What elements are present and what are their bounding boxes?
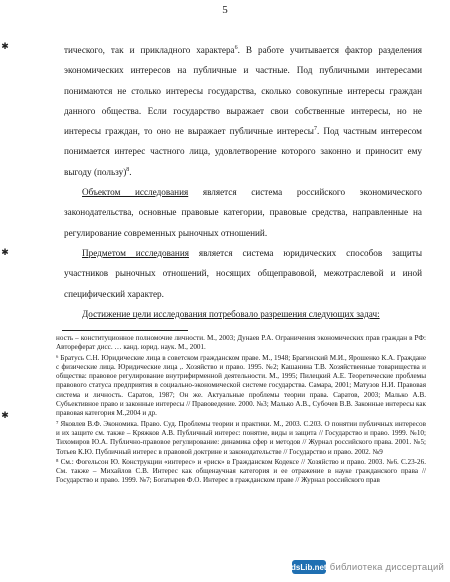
footnote-ref[interactable]: 6 <box>234 44 238 51</box>
margin-bullet-icon: ✱ <box>1 41 9 51</box>
paragraph-public-private-interests: тического, так и прикладного характера$^6$. В работе учитывается фактор разделения экономических интересов на публичные и частные. Под публичными интересами понимаются не столько интересы государства, сколько совокупные интересы граждан данного общества. Если государство выражает свои собственные интересы, но не интересы граждан, то оно не выражает публичные интересы$^7$. Под частным интересом понимается интерес частного лица, удовлетворение которого законно и приносит ему выгоду (пользу)$^8$. <box>64 44 422 177</box>
footnote-7: ⁷ Яковлев В.Ф. Экономика. Право. Суд. Проблемы теории и практики. М., 2003. С.203. О понятии публичных интересов и их защите см. также – Кряжков А.В. Публичный интерес: понятие, виды и защита // Государство и право. 1999. №10; Тихомиров Ю.А. Публично-правовое регулирование: динамика сфер и методов // Журнал российского права. 2001. №5; Тотьев К.Ю. Публичный интерес в правовой доктрине и законодательстве // Государство и право. 2002. №9 <box>56 419 426 456</box>
research-object-label: Объектом исследования <box>82 187 189 198</box>
margin-bullet-icon: ✱ <box>1 247 9 257</box>
footnote-continuation: ность – конституционное полномочие личности. М., 2003; Дунаев Р.А. Ограничения экономических прав граждан в РФ: Автореферат дисс. … канд. юрид. наук. М., 2001. <box>56 334 426 352</box>
research-goals-label: Достижение цели исследования потребовало разрешения следующих задач: <box>82 308 380 319</box>
dslib-logo-icon: dsLib.net <box>292 560 326 574</box>
page-number: 5 <box>222 4 228 16</box>
paragraph-research-object: Объектом исследования является система российского экономического законодательства, основные правовые категории, правовые средства, направленные на регулирование современных рыночных отношений. <box>64 187 422 238</box>
watermark[interactable] <box>292 558 444 576</box>
footnote-6: ⁶ Братусь С.Н. Юридические лица в советском гражданском праве. М., 1948; Брагинский М.И., Ярошенко К.А. Граждане с физические лица. Юридические лица ,. Хозяйство и право. 1995. №2; Кашанина Т.В. Хозяйственные товарищества и общества: правовое регулирование внутрифирменной деятельности. М., 1995; Пилецкий А.Е. Теоретические проблемы правового статуса предприятия в социально-экономической системе государства. Самара, 2001; Матузов Н.И. Правовая система и личность. Саратов, 1987; Он же. Актуальные проблемы теории права. Саратов, 2003; Малько А.В. Субъективное право и законные интересы // Правоведение. 2000. №3; Малько А.В., Субочев В.В. Законные интересы как правовая категория М.,2004 и др. <box>56 353 426 418</box>
footnote-divider <box>62 330 188 331</box>
body-text <box>64 40 422 324</box>
paragraph-research-subject: Предметом исследования является система юридических способов защиты участников рыночных отношений, носящих общеправовой, межотраслевой и иной специфический характер. <box>64 247 422 299</box>
research-subject-label: Предметом исследования <box>82 247 189 258</box>
margin-bullet-icon: ✱ <box>1 410 9 420</box>
footnote-8: ⁸ См.: Фогельсон Ю. Конструкции «интерес» и «риск» в Гражданском Кодексе // Хозяйство и право. 2003. №6. С.23-26. См. также – Михайлов С.В. Интерес как общенаучная категория и ее отражение в науке гражданского права // Государство и право. 1999. №7; Богатырев Ф.О. Интерес в гражданском праве // Журнал российского прав <box>56 457 426 485</box>
footnote-ref[interactable]: 7 <box>313 126 317 133</box>
footnotes <box>56 334 426 486</box>
footnote-ref[interactable]: 8 <box>126 166 130 173</box>
watermark-caption: библиотека диссертаций <box>329 561 444 573</box>
paragraph-research-goals <box>64 304 422 324</box>
